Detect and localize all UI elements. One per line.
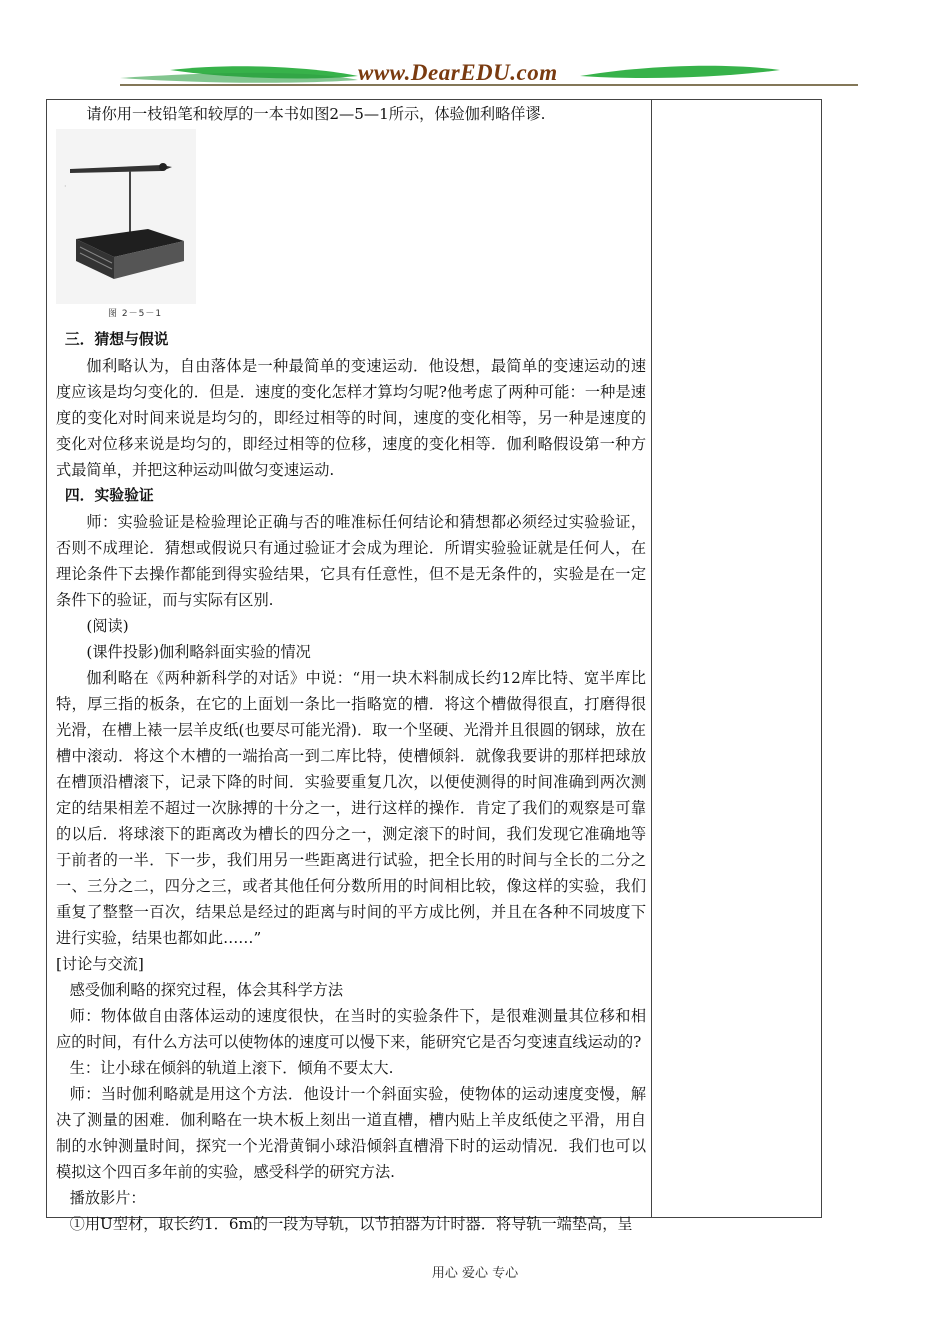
pencil-on-book-illustration xyxy=(56,129,206,304)
discussion-heading: [讨论与交流] xyxy=(56,955,144,973)
step-one: ①用U型材，取长约1．6m的一段为导轨，以节拍器为计时器．将导轨一端垫高，呈 xyxy=(69,1215,633,1233)
experiment-paragraph: 师：实验验证是检验理论正确与否的唯准标任何结论和猜想都必须经过实验验证，否则不成理论．猜想或假说只有通过验证才会成为理论．所谓实验验证就是任何人，在理论条件下去操作都能到得实验结果，它具有任意性，但不是无条件的，实验是在一定条件下的验证，而与实际有区别. xyxy=(56,513,646,609)
projection-label: (课件投影)伽利略斜面实验的情况 xyxy=(86,643,311,661)
svg-text:·: · xyxy=(64,182,67,191)
main-column xyxy=(56,101,646,1237)
section-heading-experiment: 四．实验验证 xyxy=(64,487,154,504)
pencil-book-figure xyxy=(56,129,206,319)
site-header-banner xyxy=(120,58,880,92)
reading-label: (阅读) xyxy=(86,617,129,635)
site-url: www.DearEDU.com xyxy=(358,60,558,85)
hypothesis-paragraph: 伽利略认为，自由落体是一种最简单的变速运动．他设想，最简单的变速运动的速度应该是均匀变化的．但是．速度的变化怎样才算均匀呢?他考虑了两种可能：一种是速度的变化对时间来说是均匀的，即经过相等的时间，速度的变化相等，另一种是速度的变化对位移来说是均匀的，即经过相等的位移，速度的变化相等．伽利略假设第一种方式最简单，并把这种运动叫做匀变速运动. xyxy=(56,357,646,479)
section-heading-hypothesis: 三．猜想与假说 xyxy=(64,331,169,348)
video-label: 播放影片： xyxy=(69,1189,146,1207)
student-answer: 生：让小球在倾斜的轨道上滚下．倾角不要太大. xyxy=(69,1059,394,1077)
column-divider xyxy=(651,100,652,1217)
teacher-explanation: 师：当时伽利略就是用这个方法．他设计一个斜面实验，使物体的运动速度变慢，解决了测量的困难．伽利略在一块木板上刻出一道直槽，槽内贴上羊皮纸使之平滑，用自制的水钟测量时间，探究一个光滑黄铜小球沿倾斜直槽滑下时的运动情况．我们也可以模拟这个四百多年前的实验，感受科学的研究方法. xyxy=(56,1085,646,1181)
intro-paragraph: 请你用一枝铅笔和较厚的一本书如图2—5—1所示，体验伽利略佯谬. xyxy=(86,105,546,123)
discussion-paragraph: 感受伽利略的探究过程，体会其科学方法 xyxy=(69,981,344,999)
quote-paragraph: 伽利略在《两种新科学的对话》中说：“用一块木料制成长约12库比特、宽半库比特，厚三指的板条，在它的上面划一条比一指略宽的槽．将这个槽做得很直，打磨得很光滑，在槽上裱一层羊皮纸(也要尽可能光滑)．取一个坚硬、光滑并且很圆的钢球，放在槽中滚动．将这个木槽的一端抬高一到二库比特，使槽倾斜．就像我要讲的那样把球放在槽顶沿槽滚下，记录下降的时间．实验要重复几次，以便使测得的时间准确到两次测定的结果相差不超过一次脉搏的十分之一，进行这样的操作．肯定了我们的观察是可靠的以后．将球滚下的距离改为槽长的四分之一，测定滚下的时间，我们发现它准确地等于前者的一半．下一步，我们用另一些距离进行试验，把全长用的时间与全长的二分之一、三分之二，四分之三，或者其他任何分数所用的时间相比较，像这样的实验，我们重复了整整一百次，结果总是经过的距离与时间的平方成比例，并且在各种不同坡度下进行实验，结果也都如此……” xyxy=(56,669,646,947)
teacher-question: 师：物体做自由落体运动的速度很快，在当时的实验条件下，是很难测量其位移和相应的时间，有什么方法可以使物体的速度可以慢下来，能研究它是否匀变速直线运动的? xyxy=(56,1007,646,1051)
figure-caption: 图 2－5－1 xyxy=(108,309,163,319)
page-footer: 用心 爱心 专心 xyxy=(431,1266,519,1281)
